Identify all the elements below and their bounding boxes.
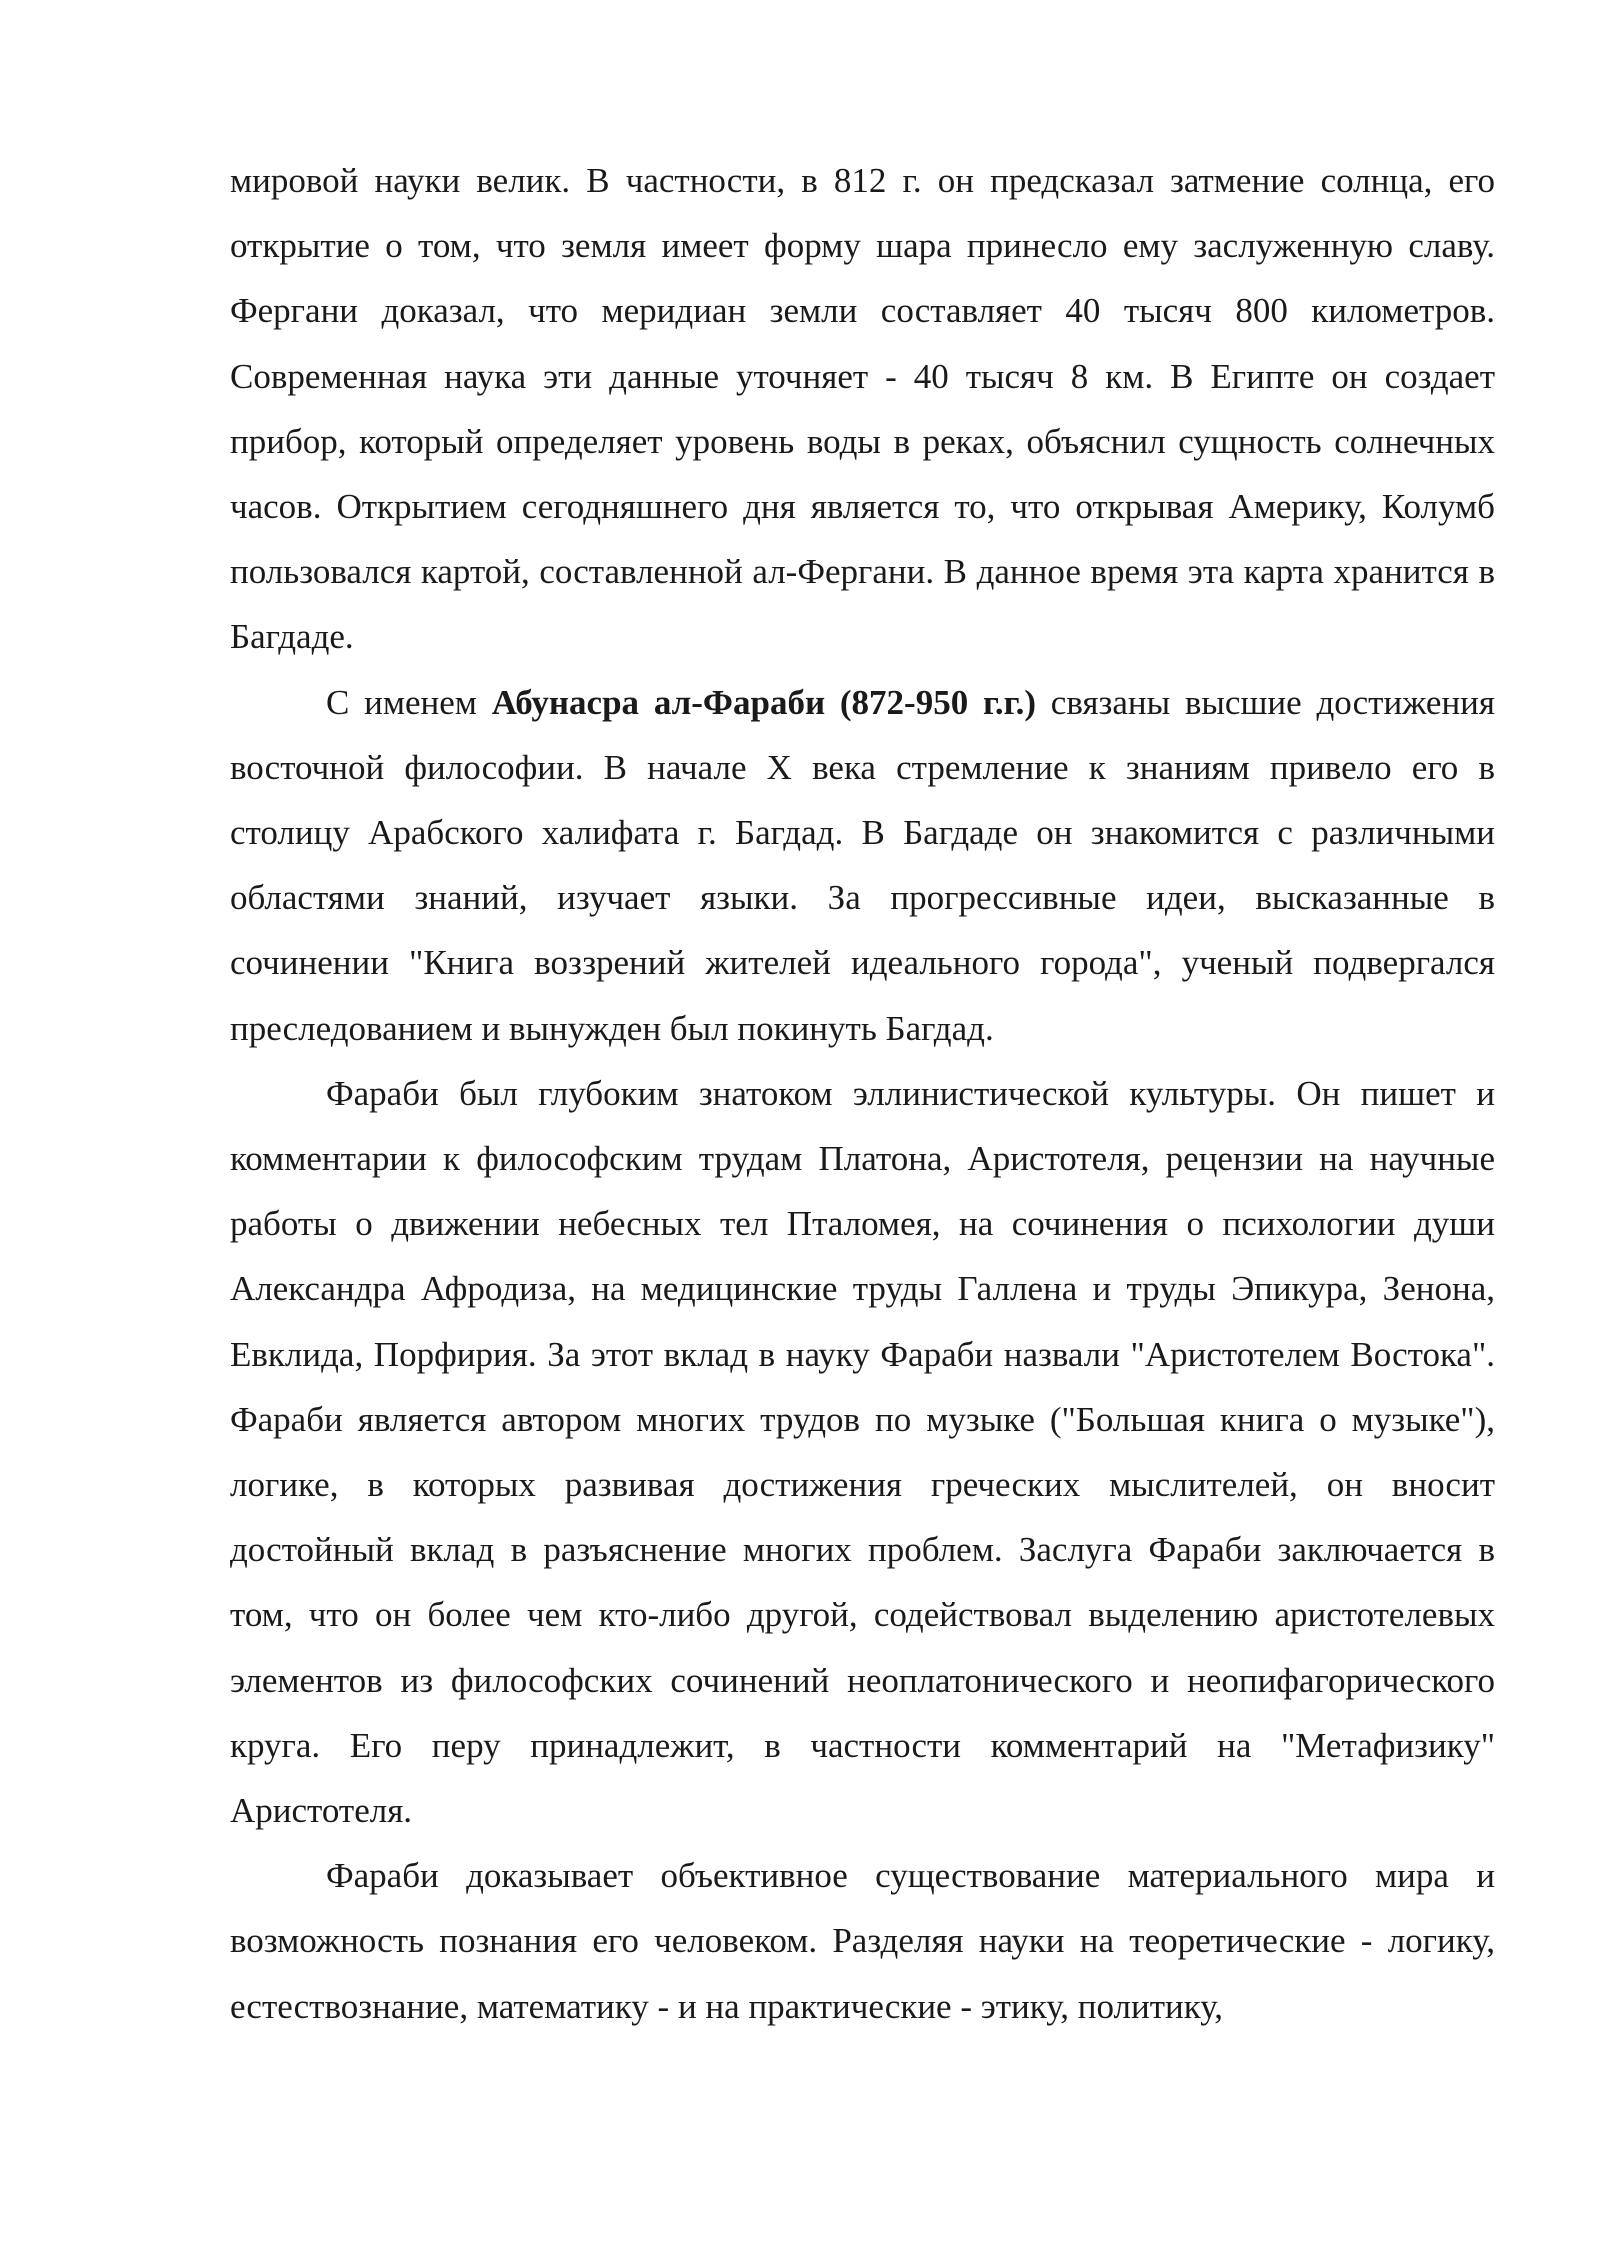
paragraph-text: связаны высшие достижения восточной философии. В начале X века стремление к знаниям привело его в столицу Арабского халифата г. Багдад. В Багдаде он знакомится с различными областями знаний, изучает языки. За прогрессивные идеи, высказанные в сочинении "Книга воззрений жителей идеального города", ученый подвергался преследованием и вынужден был покинуть Багдад. [230,682,1496,1048]
document-body [230,148,1495,2039]
paragraph-farabi-hellenistic [230,1061,1495,1843]
paragraph-ferghani [230,148,1495,670]
paragraph-text: С именем [326,682,492,722]
paragraph-text: мировой науки велик. В частности, в 812 г. он предсказал затмение солнца, его открытие о том, что земля имеет форму шара принесло ему заслуженную славу. Фергани доказал, что меридиан земли составляет 40 тысяч 800 километров. Современная наука эти данные уточняет - 40 тысяч 8 км. В Египте он создает прибор, который определяет уровень воды в реках, объяснил сущность солнечных часов. Открытием сегодняшнего дня является то, что открывая Америку, Колумб пользовался картой, составленной ал-Фергани. В данное время эта карта хранится в Багдаде. [230,161,1495,657]
paragraph-text: Фараби доказывает объективное существование материального мира и возможность познания его человеком. Разделяя науки на теоретические - логику, естествознание, математику - и на практические - этику, политику, [230,1856,1495,2026]
paragraph-text: Фараби был глубоким знатоком эллинистической культуры. Он пишет и комментарии к философским трудам Платона, Аристотеля, рецензии на научные работы о движении небесных тел Пталомея, на сочинения о психологии души Александра Афродиза, на медицинские труды Галлена и труды Эпикура, Зенона, Евклида, Порфирия. За этот вклад в науку Фараби назвали "Аристотелем Востока". Фараби является автором многих трудов по музыке ("Большая книга о музыке"), логике, в которых развивая достижения греческих мыслителей, он вносит достойный вклад в разъяснение многих проблем. Заслуга Фараби заключается в том, что он более чем кто-либо другой, содействовал выделению аристотелевых элементов из философских сочинений неоплатонического и неопифагорического круга. Его перу принадлежит, в частности комментарий на "Метафизику" Аристотеля. [230,1073,1495,1831]
paragraph-farabi-intro [230,670,1495,1061]
farabi-name-bold: Абунасра ал-Фараби (872-950 г.г.) [491,682,1037,722]
paragraph-farabi-sciences [230,1843,1495,2039]
